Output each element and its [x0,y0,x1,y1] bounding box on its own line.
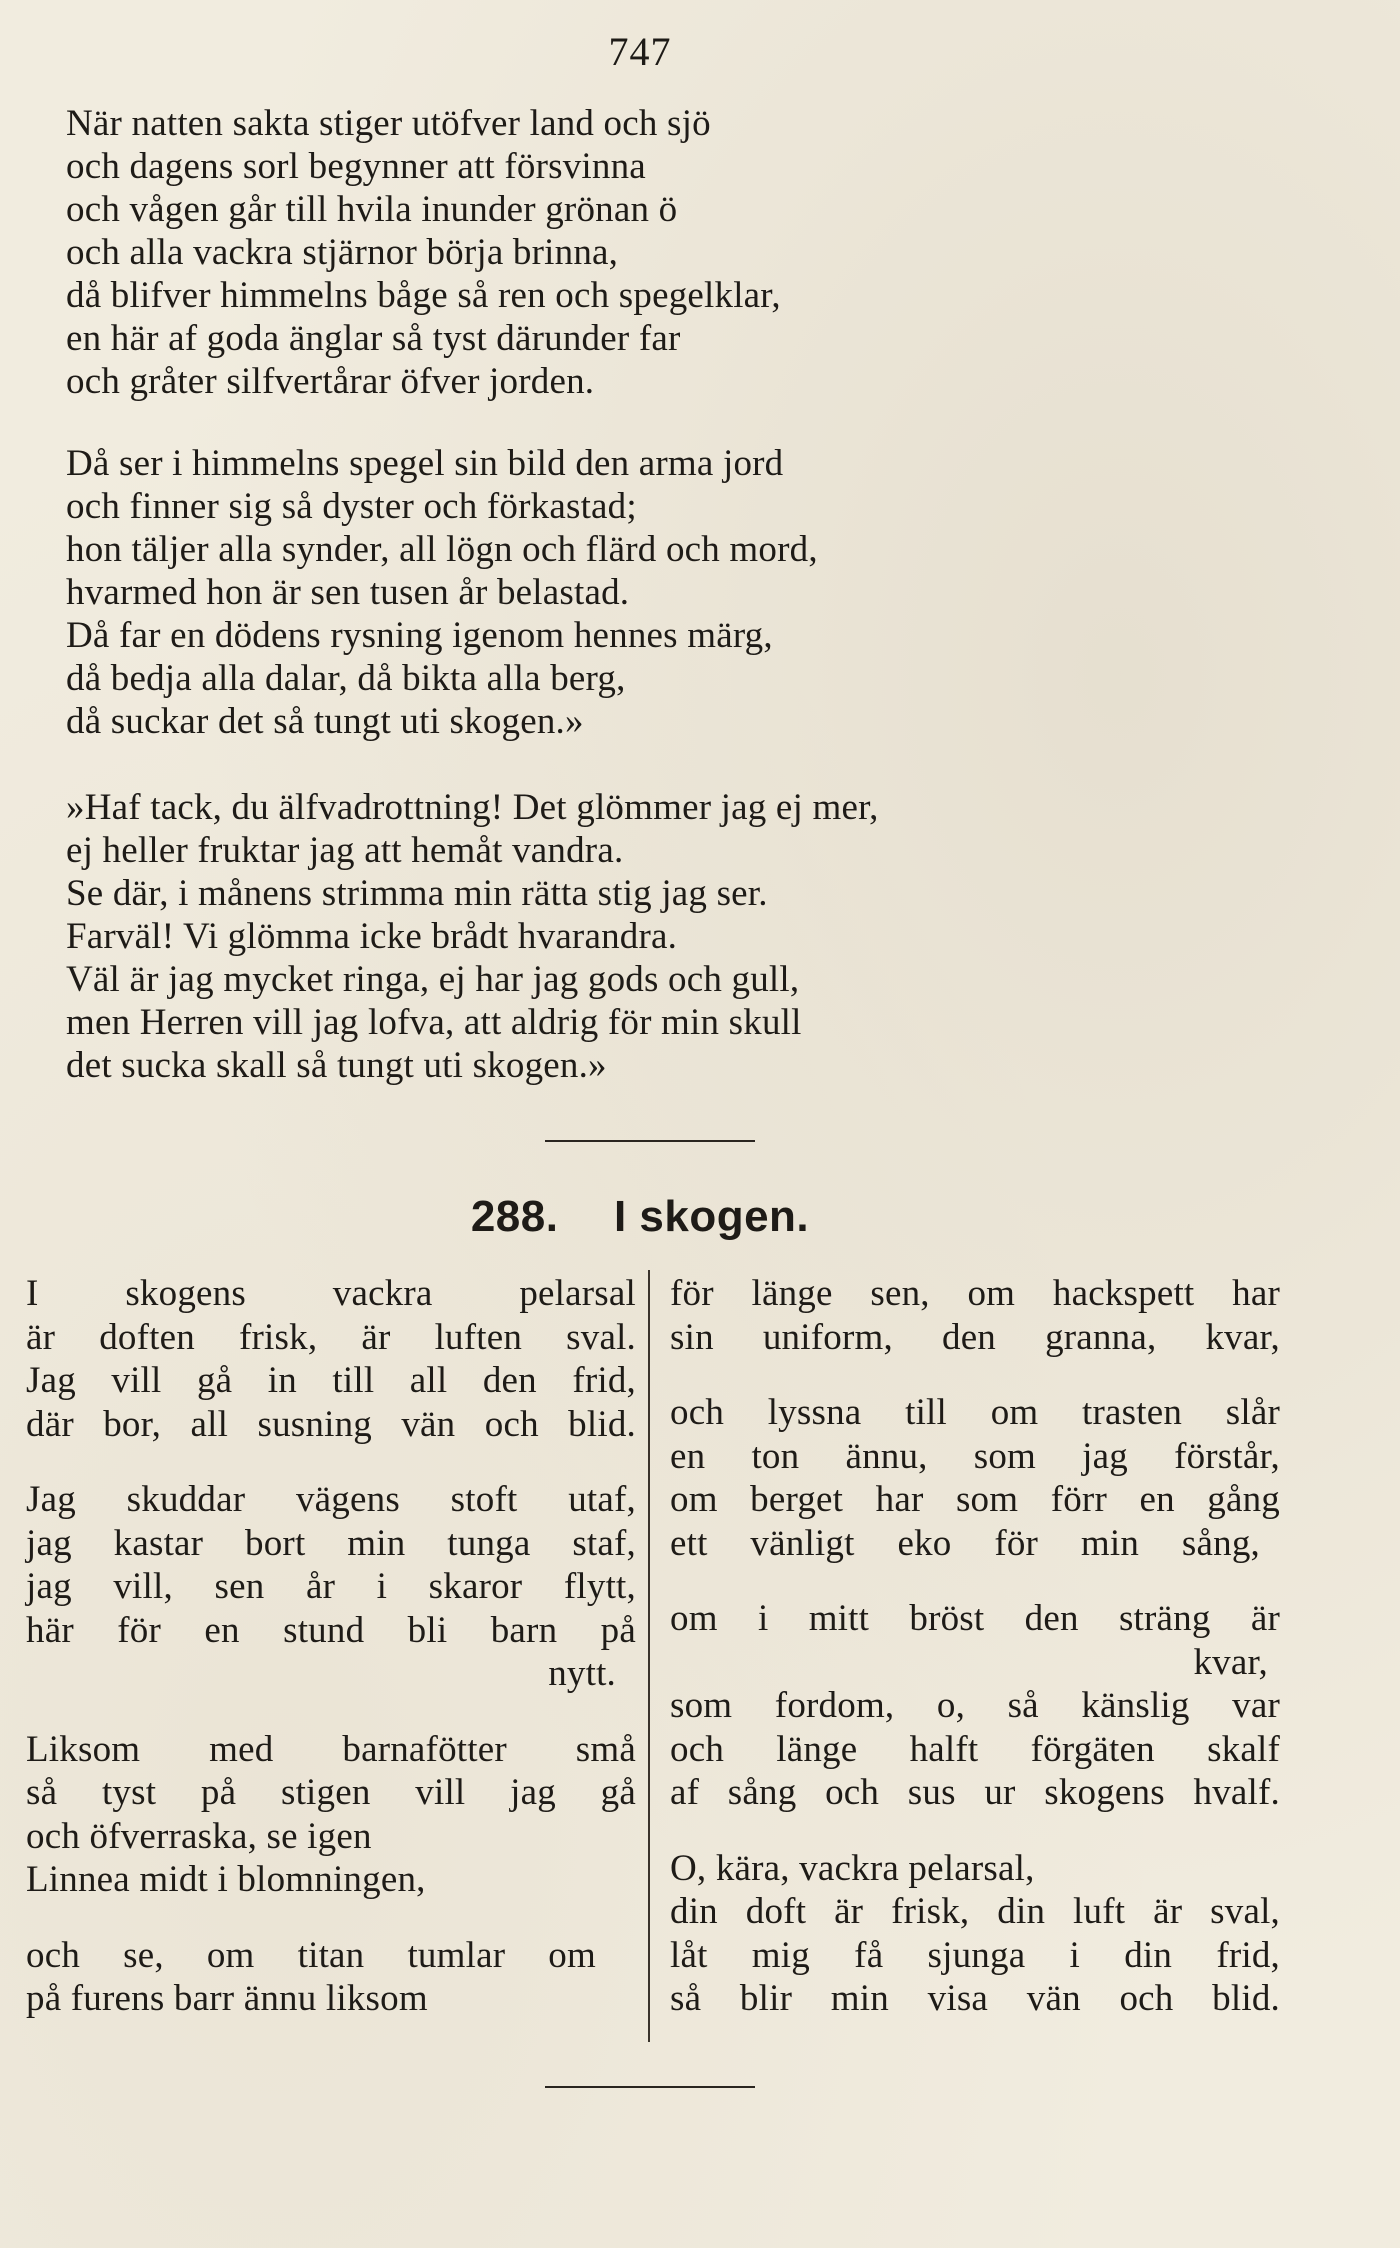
song-line: Liksom med barnafötter små [26,1728,636,1770]
song-line: en ton ännu, som jag förstår, [670,1435,1280,1477]
poem-line: »Haf tack, du älfvadrottning! Det glömmer jag ej mer, [66,787,879,828]
song-line: I skogens vackra pelarsal [26,1273,636,1314]
poem-line: och alla vackra stjärnor börja brinna, [66,232,619,273]
song-line: där bor, all susning vän och blid. [26,1403,636,1445]
poem-line: men Herren vill jag lofva, att aldrig för min skull [66,1002,802,1043]
song-line: och se, om titan tumlar om [26,1934,596,1976]
poem-line: Farväl! Vi glömma icke brådt hvarandra. [66,916,678,957]
poem-line: Väl är jag mycket ringa, ej har jag gods och gull, [66,959,800,1000]
poem-line: och finner sig så dyster och förkastad; [66,486,637,527]
song-line: låt mig få sjunga i din frid, [670,1934,1280,1976]
song-stanza [26,1272,636,1446]
song-line: och länge halft förgäten skalf [670,1728,1280,1770]
song-line: nytt. [548,1653,616,1694]
poem-line: då suckar det så tungt uti skogen.» [66,701,584,742]
song-line: jag vill, sen år i skaror flytt, [26,1566,636,1607]
song-line: om i mitt bröst den sträng är [670,1598,1280,1639]
poem-line: Då ser i himmelns spegel sin bild den arma jord [66,443,784,484]
poem-line: och gråter silfvertårar öfver jorden. [66,361,595,402]
song-line: och öfverraska, se igen [26,1815,372,1857]
song-line: så tyst på stigen vill jag gå [26,1772,636,1813]
poem-stanza-2 [66,442,1266,743]
song-line: ett vänligt eko för min sång, [670,1522,1260,1564]
song-number: 288. [470,1192,559,1241]
song-line: din doft är frisk, din luft är sval, [670,1891,1280,1932]
song-line: af sång och sus ur skogens hvalf. [670,1772,1280,1813]
poem-line: då bedja alla dalar, då bikta alla berg, [66,658,626,699]
poem-line: När natten sakta stiger utöfver land och sjö [66,103,711,144]
song-stanza [670,1272,1280,1359]
song-line: på furens barr ännu liksom [26,1978,428,2019]
poem-line: ej heller fruktar jag att hemåt vandra. [66,830,624,871]
song-line: sin uniform, den granna, kvar, [670,1316,1280,1358]
song-heading [0,1192,1280,1242]
poem-line: en här af goda änglar så tyst därunder far [66,318,681,359]
song-line: om berget har som förr en gång [670,1479,1280,1520]
song-title: I skogen. [613,1192,810,1241]
song-stanza [670,1597,1280,1815]
song-line: här för en stund bli barn på [26,1609,636,1651]
song-line: kvar, [1193,1641,1268,1683]
song-stanza [670,1847,1280,2021]
song-stanza [26,1728,636,1902]
song-stanza [26,1934,636,2021]
song-stanza [26,1478,636,1696]
poem-line: då blifver himmelns båge så ren och spegelklar, [66,275,781,316]
poem-line: hvarmed hon är sen tusen år belastad. [66,572,630,613]
song-line: är doften frisk, är luften sval. [26,1316,636,1358]
song-line: för länge sen, om hackspett har [670,1273,1280,1314]
poem-line: Se där, i månens strimma min rätta stig jag ser. [66,873,768,914]
poem-line: och vågen går till hvila inunder grönan ö [66,189,678,230]
song-line: jag kastar bort min tunga staf, [26,1522,636,1564]
song-left-column [26,1272,636,2021]
page-number: 747 [608,29,672,74]
column-divider [648,1270,650,2042]
section-divider-rule [545,1140,755,1142]
song-line: som fordom, o, så känslig var [670,1685,1280,1726]
song-right-column [670,1272,1280,2021]
song-line: O, kära, vackra pelarsal, [670,1847,1035,1889]
song-line: och lyssna till om trasten slår [670,1392,1280,1433]
poem-stanza-1 [66,102,1266,403]
song-stanza [670,1391,1280,1565]
song-line: så blir min visa vän och blid. [670,1978,1280,2019]
bottom-divider-rule [545,2086,755,2088]
poem-line: hon täljer alla synder, all lögn och flärd och mord, [66,529,818,570]
poem-line: det sucka skall så tungt uti skogen.» [66,1045,607,1086]
poem-line: och dagens sorl begynner att försvinna [66,146,646,187]
poem-line: Då far en dödens rysning igenom hennes märg, [66,615,773,656]
song-line: Jag skuddar vägens stoft utaf, [26,1479,636,1520]
song-line: Linnea midt i blomningen, [26,1859,426,1900]
poem-stanza-3 [66,786,1266,1087]
song-line: Jag vill gå in till all den frid, [26,1360,636,1401]
